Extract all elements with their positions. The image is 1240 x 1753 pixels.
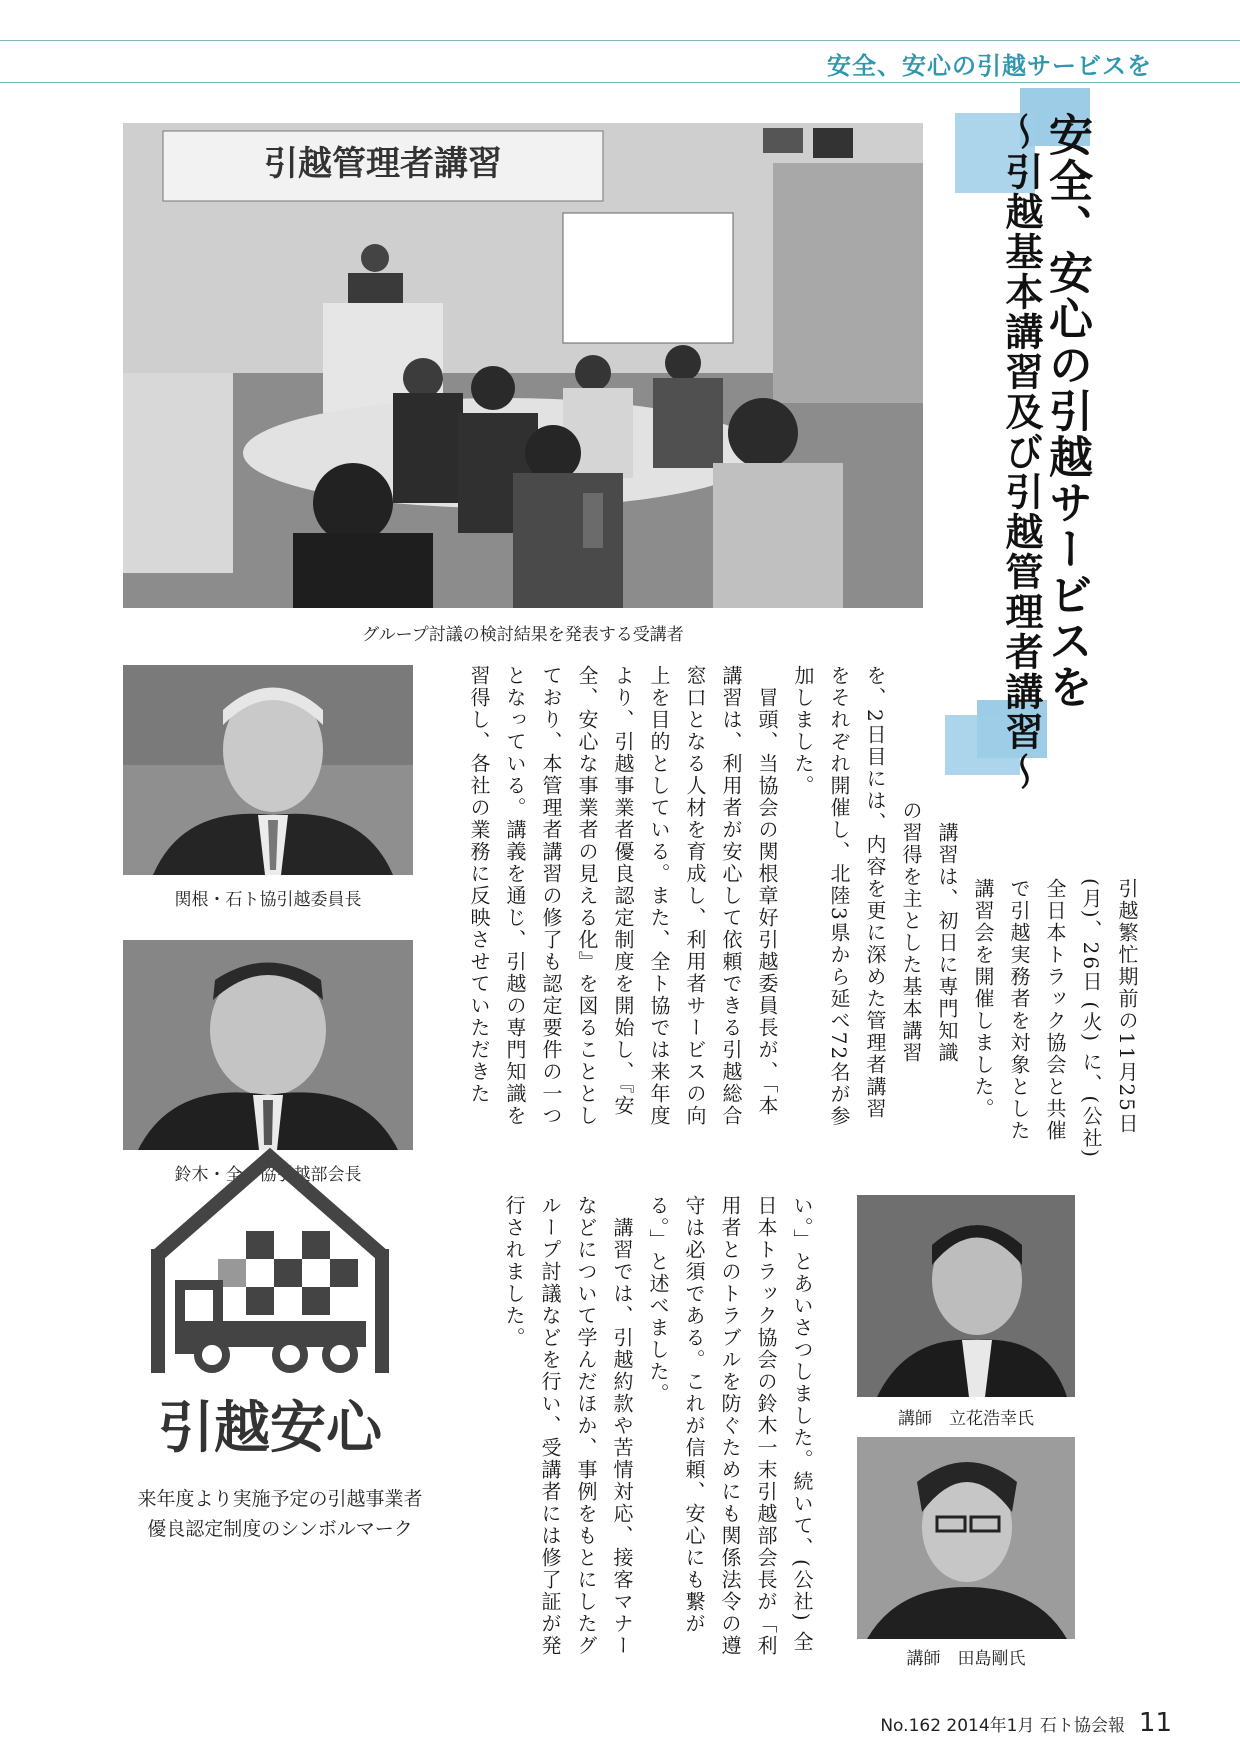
- body-upper-line: 冒頭、当協会の関根章好引越委員長が、「本: [755, 665, 779, 1117]
- body-upper-line: 加しました。: [791, 665, 815, 797]
- page-footer: [880, 1708, 1172, 1738]
- header-rule-top: [0, 40, 1240, 41]
- body-lower-line: 日本トラック協会の鈴木一末引越部会長が「利: [754, 1195, 778, 1657]
- tajima-caption: 講師 田島剛氏: [906, 1649, 1026, 1669]
- body-upper-line: 引越繁忙期前の11月25日: [1115, 878, 1139, 1135]
- hikkoshi-anshin-logo: [150, 1135, 390, 1465]
- body-lower-line: ループ討議などを行い、受講者には修了証が発: [538, 1195, 562, 1657]
- body-lower-line: 守は必須である。これが信頼、安心にも繋が: [682, 1195, 706, 1635]
- body-upper-line: となっている。講義を通じ、引越の専門知識を: [503, 665, 527, 1127]
- body-upper: [965, 878, 1145, 1298]
- body-upper-line: の習得を主とした基本講習: [899, 800, 923, 1064]
- body-lower-line: などについて学んだほか、事例をもとにしたグ: [574, 1195, 598, 1657]
- page-title: 安全、安心の引越サービスを: [1041, 112, 1092, 710]
- body-upper-line: 講習会を開催しました。: [971, 878, 995, 1120]
- section-label: 安全、安心の引越サービスを: [827, 52, 1152, 80]
- logo-caption-line: 優良認定制度のシンボルマーク: [147, 1518, 413, 1540]
- body-upper-line: 窓口となる人材を育成し、利用者サービスの向: [683, 665, 707, 1127]
- sekine-caption: 関根・石ト協引越委員長: [174, 890, 362, 910]
- sekine-photo: [123, 665, 413, 875]
- body-lower-line: 用者とのトラブルを防ぐためにも関係法令の遵: [718, 1195, 742, 1657]
- logo-caption-line: 来年度より実施予定の引越事業者: [137, 1488, 423, 1510]
- suzuki-photo: [123, 940, 413, 1150]
- logo-text: 引越安心: [158, 1396, 382, 1461]
- body-upper-line: 講習は、初日に専門知識: [935, 800, 959, 1064]
- logo-caption: [100, 1484, 460, 1544]
- suzuki-caption: 鈴木・全ト協引越部会長: [174, 1165, 362, 1185]
- body-upper-line: 上を目的としている。また、全ト協では来年度: [647, 665, 671, 1127]
- page-subtitle: ～引越基本講習及び引越管理者講習～: [999, 112, 1043, 792]
- body-upper-line: (月)、26日 (火) に、(公社): [1079, 878, 1103, 1159]
- issue-info: No.162 2014年1月 石ト協会報: [880, 1716, 1125, 1736]
- tachibana-caption: 講師 立花浩幸氏: [898, 1409, 1034, 1429]
- body-upper-line: を、2日目には、内容を更に深めた管理者講習: [863, 665, 887, 1120]
- body-upper-line: ており、本管理者講習の修了も認定要件の一つ: [539, 665, 563, 1127]
- body-upper-line: 全日本トラック協会と共催: [1043, 878, 1067, 1142]
- body-lower-line: る。」と述べました。: [646, 1195, 670, 1405]
- body-upper-line: 講習は、利用者が安心して依頼できる引越総合: [719, 665, 743, 1127]
- body-upper-cont-a: [893, 800, 965, 1200]
- body-upper-line: より、引越事業者優良認定制度を開始し、『安: [611, 665, 635, 1117]
- body-lower-line: 行されました。: [502, 1195, 526, 1349]
- body-upper-line: をそれぞれ開催し、北陸3県から延べ72名が参: [827, 665, 851, 1128]
- body-lower: [496, 1195, 820, 1695]
- tajima-photo: [857, 1437, 1075, 1639]
- body-lower-line: い。」とあいさつしました。続いて、(公社) 全: [790, 1195, 814, 1653]
- main-photo-caption: グループ討議の検討結果を発表する受講者: [362, 625, 684, 645]
- body-upper-line: で引越実務者を対象とした: [1007, 878, 1031, 1142]
- body-upper-line: 習得し、各社の業務に反映させていただきた: [467, 665, 491, 1105]
- header-rule-bottom: [0, 82, 1240, 83]
- body-upper-cont-b: [461, 665, 893, 1185]
- main-photo: [123, 123, 923, 608]
- body-lower-line: 講習では、引越約款や苦情対応、接客マナー: [610, 1195, 634, 1657]
- page-number: 11: [1138, 1708, 1172, 1738]
- body-upper-line: 全、安心な事業者の見える化』を図ることとし: [575, 665, 599, 1127]
- banner-text: 引越管理者講習: [264, 144, 502, 184]
